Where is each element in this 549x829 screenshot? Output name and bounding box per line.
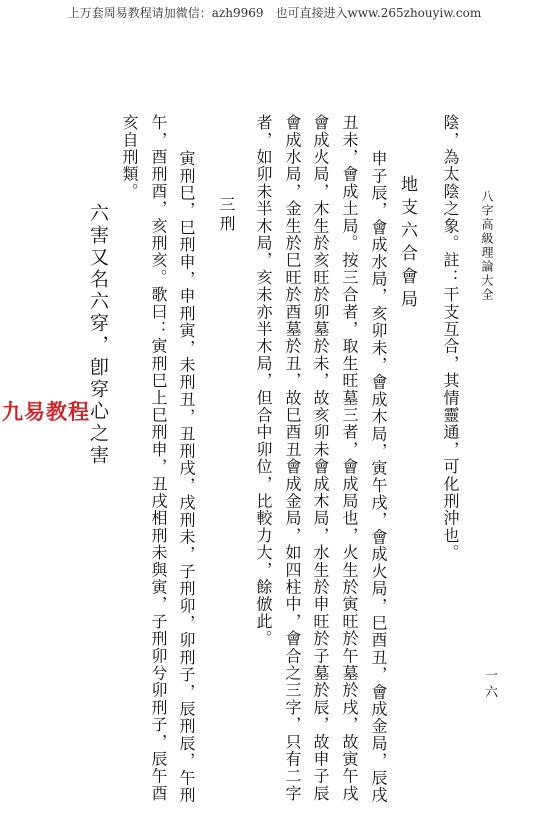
text-column: 申子辰，會成水局，亥卯未，會成木局，寅午戌，會成火局，巳酉丑，會成金局，辰戌 — [369, 150, 388, 804]
text-column: 會成水局，金生於巳旺於酉墓於丑，故巳酉丑會成金局，如四柱中，會合之三字，只有二字 — [283, 114, 302, 802]
text-column: 者，如卯未半木局，亥未亦半木局，但合中卯位，比較力大，餘倣此。 — [254, 114, 273, 648]
text-column: 會成火局，木生於亥旺於卯墓於未，故亥卯未會成木局，水生於申旺於子墓於辰，故申子辰 — [311, 114, 330, 802]
site-watermark: 九易教程 — [2, 400, 90, 424]
page-number: 一六 — [482, 668, 497, 702]
top-banner: 上万套周易教程请加微信：azh9969 也可直接进入www.265zhouyiw.com — [67, 6, 482, 20]
subsection-heading: 三刑 — [217, 196, 236, 234]
text-column: 丑未，會成土局。按三合者，取生旺墓三者，會成局也，火生於寅旺於午墓於戌，故寅午戌 — [340, 114, 359, 802]
text-column: 陰，為太陰之象。註：干支互合，其情靈通，可化刑沖也。 — [441, 114, 460, 562]
text-column: 午，酉刑酉，亥刑亥。歌曰：寅刑巳上巳刑申，丑戌相刑未與寅，子刑卯兮卯刑子，辰午酉 — [149, 114, 168, 802]
text-column: 寅刑巳，巳刑申，申刑寅，未刑丑，丑刑戌，戌刑未，子刑卯，卯刑子，辰刑辰，午刑 — [177, 150, 196, 804]
text-column: 亥自刑類。 — [120, 114, 139, 200]
section-heading: 地支六合會局 — [397, 175, 417, 313]
book-title: 八字高級理論大全 — [480, 190, 494, 302]
six-harms-heading: 六害又名六穿，卽穿心之害 — [87, 203, 109, 467]
